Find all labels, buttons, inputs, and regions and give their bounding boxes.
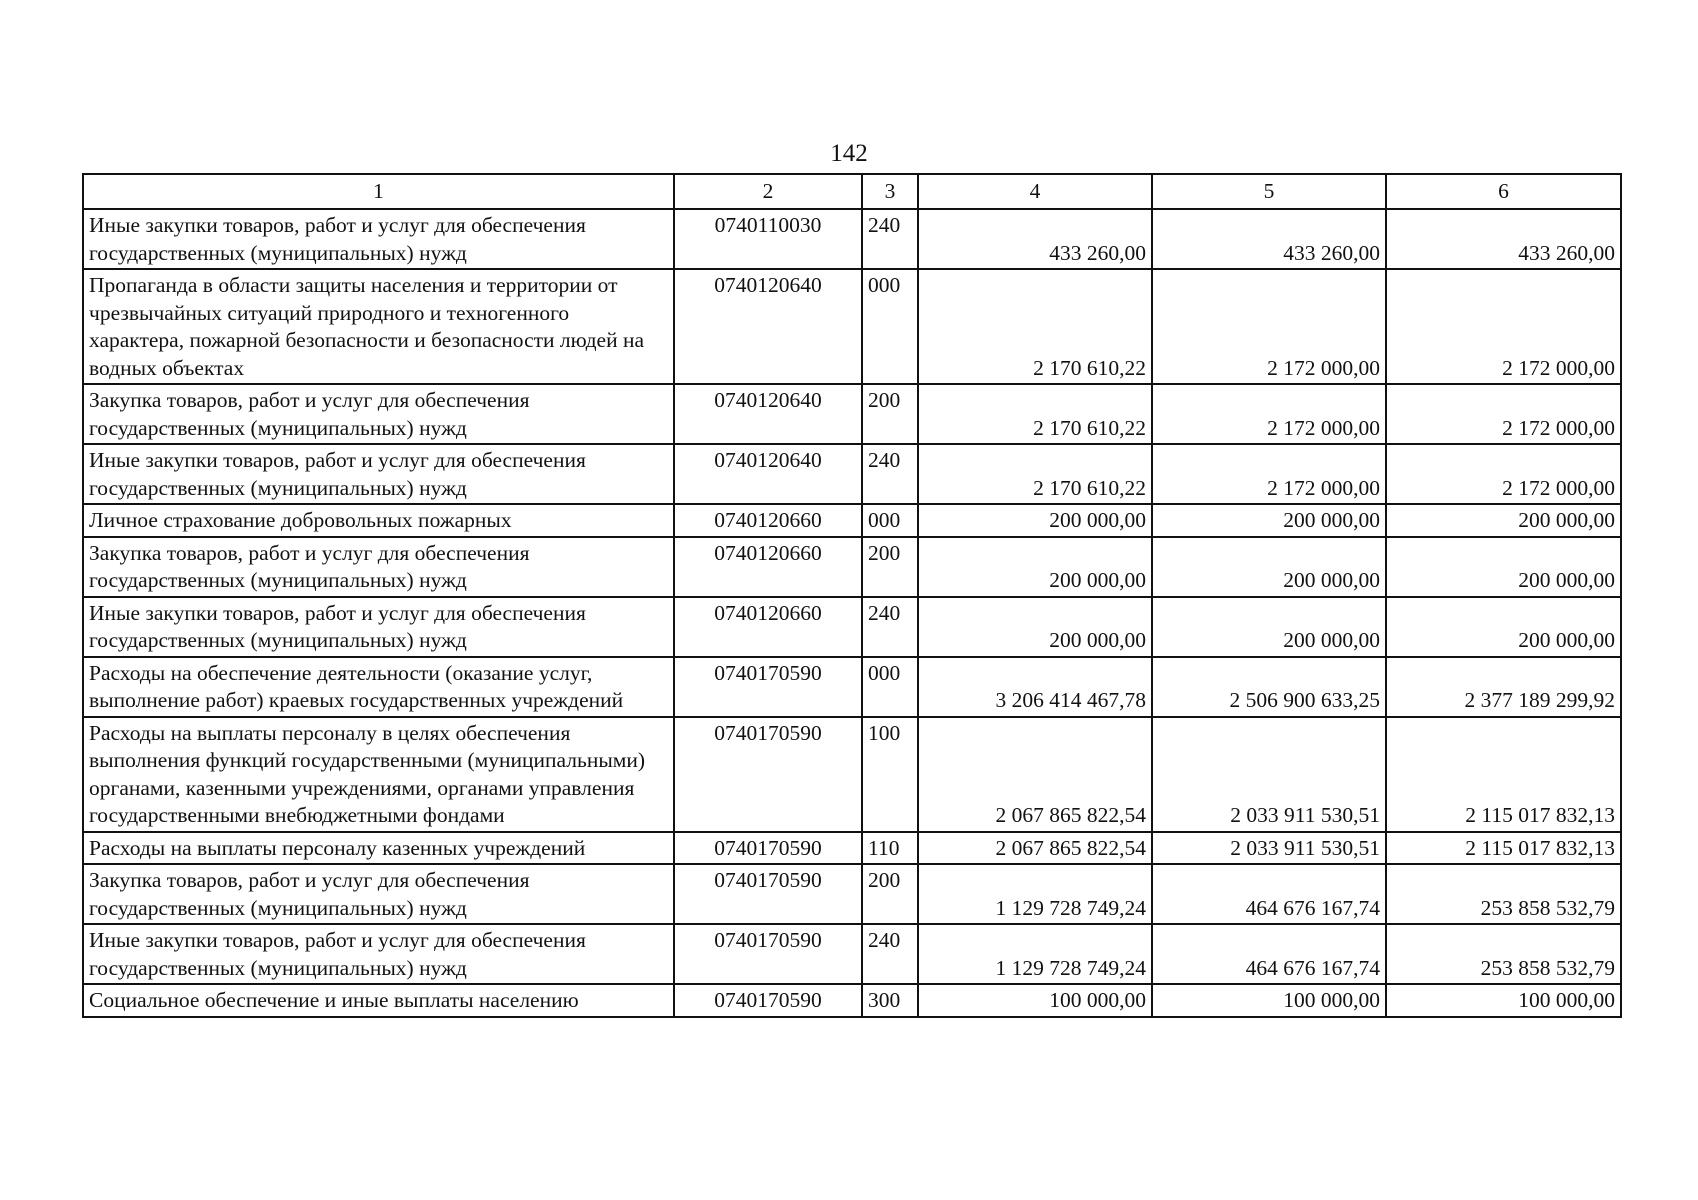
row-type: 240 (862, 209, 918, 269)
row-amount-6: 100 000,00 (1386, 984, 1621, 1017)
header-col-1: 1 (83, 174, 674, 209)
row-code: 0740170590 (674, 864, 862, 924)
row-amount-4: 200 000,00 (918, 537, 1152, 597)
row-amount-5: 2 172 000,00 (1152, 384, 1386, 444)
table-row (83, 864, 1621, 924)
table-row (83, 209, 1621, 269)
row-amount-6: 253 858 532,79 (1386, 864, 1621, 924)
row-amount-5: 200 000,00 (1152, 504, 1386, 537)
row-amount-5: 2 172 000,00 (1152, 444, 1386, 504)
header-row (83, 174, 1621, 209)
row-name: Закупка товаров, работ и услуг для обеспечения государственных (муниципальных) нужд (83, 864, 674, 924)
table-row (83, 832, 1621, 865)
header-col-5: 5 (1152, 174, 1386, 209)
row-type: 200 (862, 537, 918, 597)
row-type: 000 (862, 504, 918, 537)
row-amount-5: 464 676 167,74 (1152, 864, 1386, 924)
row-code: 0740120640 (674, 444, 862, 504)
row-amount-5: 464 676 167,74 (1152, 924, 1386, 984)
row-code: 0740170590 (674, 832, 862, 865)
row-type: 100 (862, 717, 918, 832)
table-header (83, 174, 1621, 209)
row-code: 0740170590 (674, 984, 862, 1017)
row-name: Иные закупки товаров, работ и услуг для обеспечения государственных (муниципальных) нужд (83, 597, 674, 657)
row-code: 0740120660 (674, 537, 862, 597)
header-col-6: 6 (1386, 174, 1621, 209)
row-amount-6: 433 260,00 (1386, 209, 1621, 269)
row-amount-5: 200 000,00 (1152, 537, 1386, 597)
row-amount-5: 2 506 900 633,25 (1152, 657, 1386, 717)
row-code: 0740170590 (674, 924, 862, 984)
row-code: 0740170590 (674, 717, 862, 832)
row-amount-6: 2 172 000,00 (1386, 444, 1621, 504)
row-name: Иные закупки товаров, работ и услуг для обеспечения государственных (муниципальных) нужд (83, 444, 674, 504)
table-row (83, 984, 1621, 1017)
table-row (83, 717, 1621, 832)
row-amount-6: 2 172 000,00 (1386, 384, 1621, 444)
row-name: Закупка товаров, работ и услуг для обеспечения государственных (муниципальных) нужд (83, 384, 674, 444)
row-name: Личное страхование добровольных пожарных (83, 504, 674, 537)
table-row (83, 537, 1621, 597)
row-code: 0740120640 (674, 269, 862, 384)
row-amount-4: 2 067 865 822,54 (918, 832, 1152, 865)
row-type: 240 (862, 924, 918, 984)
row-amount-4: 2 170 610,22 (918, 384, 1152, 444)
row-amount-6: 2 115 017 832,13 (1386, 717, 1621, 832)
table-row (83, 269, 1621, 384)
row-name: Расходы на выплаты персоналу казенных учреждений (83, 832, 674, 865)
row-amount-4: 1 129 728 749,24 (918, 864, 1152, 924)
row-name: Иные закупки товаров, работ и услуг для обеспечения государственных (муниципальных) нужд (83, 924, 674, 984)
table-row (83, 444, 1621, 504)
row-amount-6: 200 000,00 (1386, 537, 1621, 597)
table-row (83, 504, 1621, 537)
row-amount-4: 2 170 610,22 (918, 269, 1152, 384)
table-row (83, 597, 1621, 657)
table-body (83, 209, 1621, 1017)
page-number: 142 (830, 140, 868, 167)
row-code: 0740170590 (674, 657, 862, 717)
table-row (83, 924, 1621, 984)
row-amount-4: 200 000,00 (918, 597, 1152, 657)
row-name: Социальное обеспечение и иные выплаты населению (83, 984, 674, 1017)
row-amount-4: 3 206 414 467,78 (918, 657, 1152, 717)
row-code: 0740120660 (674, 504, 862, 537)
table-row (83, 384, 1621, 444)
row-amount-4: 2 170 610,22 (918, 444, 1152, 504)
row-amount-5: 2 033 911 530,51 (1152, 717, 1386, 832)
row-type: 000 (862, 657, 918, 717)
row-amount-6: 253 858 532,79 (1386, 924, 1621, 984)
row-code: 0740120660 (674, 597, 862, 657)
row-amount-4: 200 000,00 (918, 504, 1152, 537)
row-amount-5: 200 000,00 (1152, 597, 1386, 657)
row-name: Закупка товаров, работ и услуг для обеспечения государственных (муниципальных) нужд (83, 537, 674, 597)
row-amount-5: 100 000,00 (1152, 984, 1386, 1017)
row-type: 240 (862, 597, 918, 657)
row-amount-5: 2 033 911 530,51 (1152, 832, 1386, 865)
row-type: 200 (862, 864, 918, 924)
row-code: 0740110030 (674, 209, 862, 269)
row-amount-4: 433 260,00 (918, 209, 1152, 269)
row-amount-5: 433 260,00 (1152, 209, 1386, 269)
row-amount-6: 2 115 017 832,13 (1386, 832, 1621, 865)
row-amount-5: 2 172 000,00 (1152, 269, 1386, 384)
row-code: 0740120640 (674, 384, 862, 444)
row-name: Расходы на обеспечение деятельности (оказание услуг, выполнение работ) краевых государственных учреждений (83, 657, 674, 717)
row-type: 000 (862, 269, 918, 384)
row-name: Расходы на выплаты персоналу в целях обеспечения выполнения функций государственными (муниципальными) органами, казенными учреждениями, органами управления государственными внебюджетными фондами (83, 717, 674, 832)
header-col-3: 3 (862, 174, 918, 209)
row-amount-6: 2 172 000,00 (1386, 269, 1621, 384)
row-amount-6: 2 377 189 299,92 (1386, 657, 1621, 717)
row-type: 110 (862, 832, 918, 865)
row-amount-4: 2 067 865 822,54 (918, 717, 1152, 832)
header-col-2: 2 (674, 174, 862, 209)
row-name: Иные закупки товаров, работ и услуг для обеспечения государственных (муниципальных) нужд (83, 209, 674, 269)
header-col-4: 4 (918, 174, 1152, 209)
row-amount-6: 200 000,00 (1386, 504, 1621, 537)
table-row (83, 657, 1621, 717)
budget-table (82, 173, 1622, 1018)
row-type: 300 (862, 984, 918, 1017)
row-amount-4: 100 000,00 (918, 984, 1152, 1017)
row-type: 240 (862, 444, 918, 504)
row-type: 200 (862, 384, 918, 444)
row-amount-6: 200 000,00 (1386, 597, 1621, 657)
row-amount-4: 1 129 728 749,24 (918, 924, 1152, 984)
row-name: Пропаганда в области защиты населения и территории от чрезвычайных ситуаций природного и техногенного характера, пожарной безопасности и безопасности людей на водных объектах (83, 269, 674, 384)
